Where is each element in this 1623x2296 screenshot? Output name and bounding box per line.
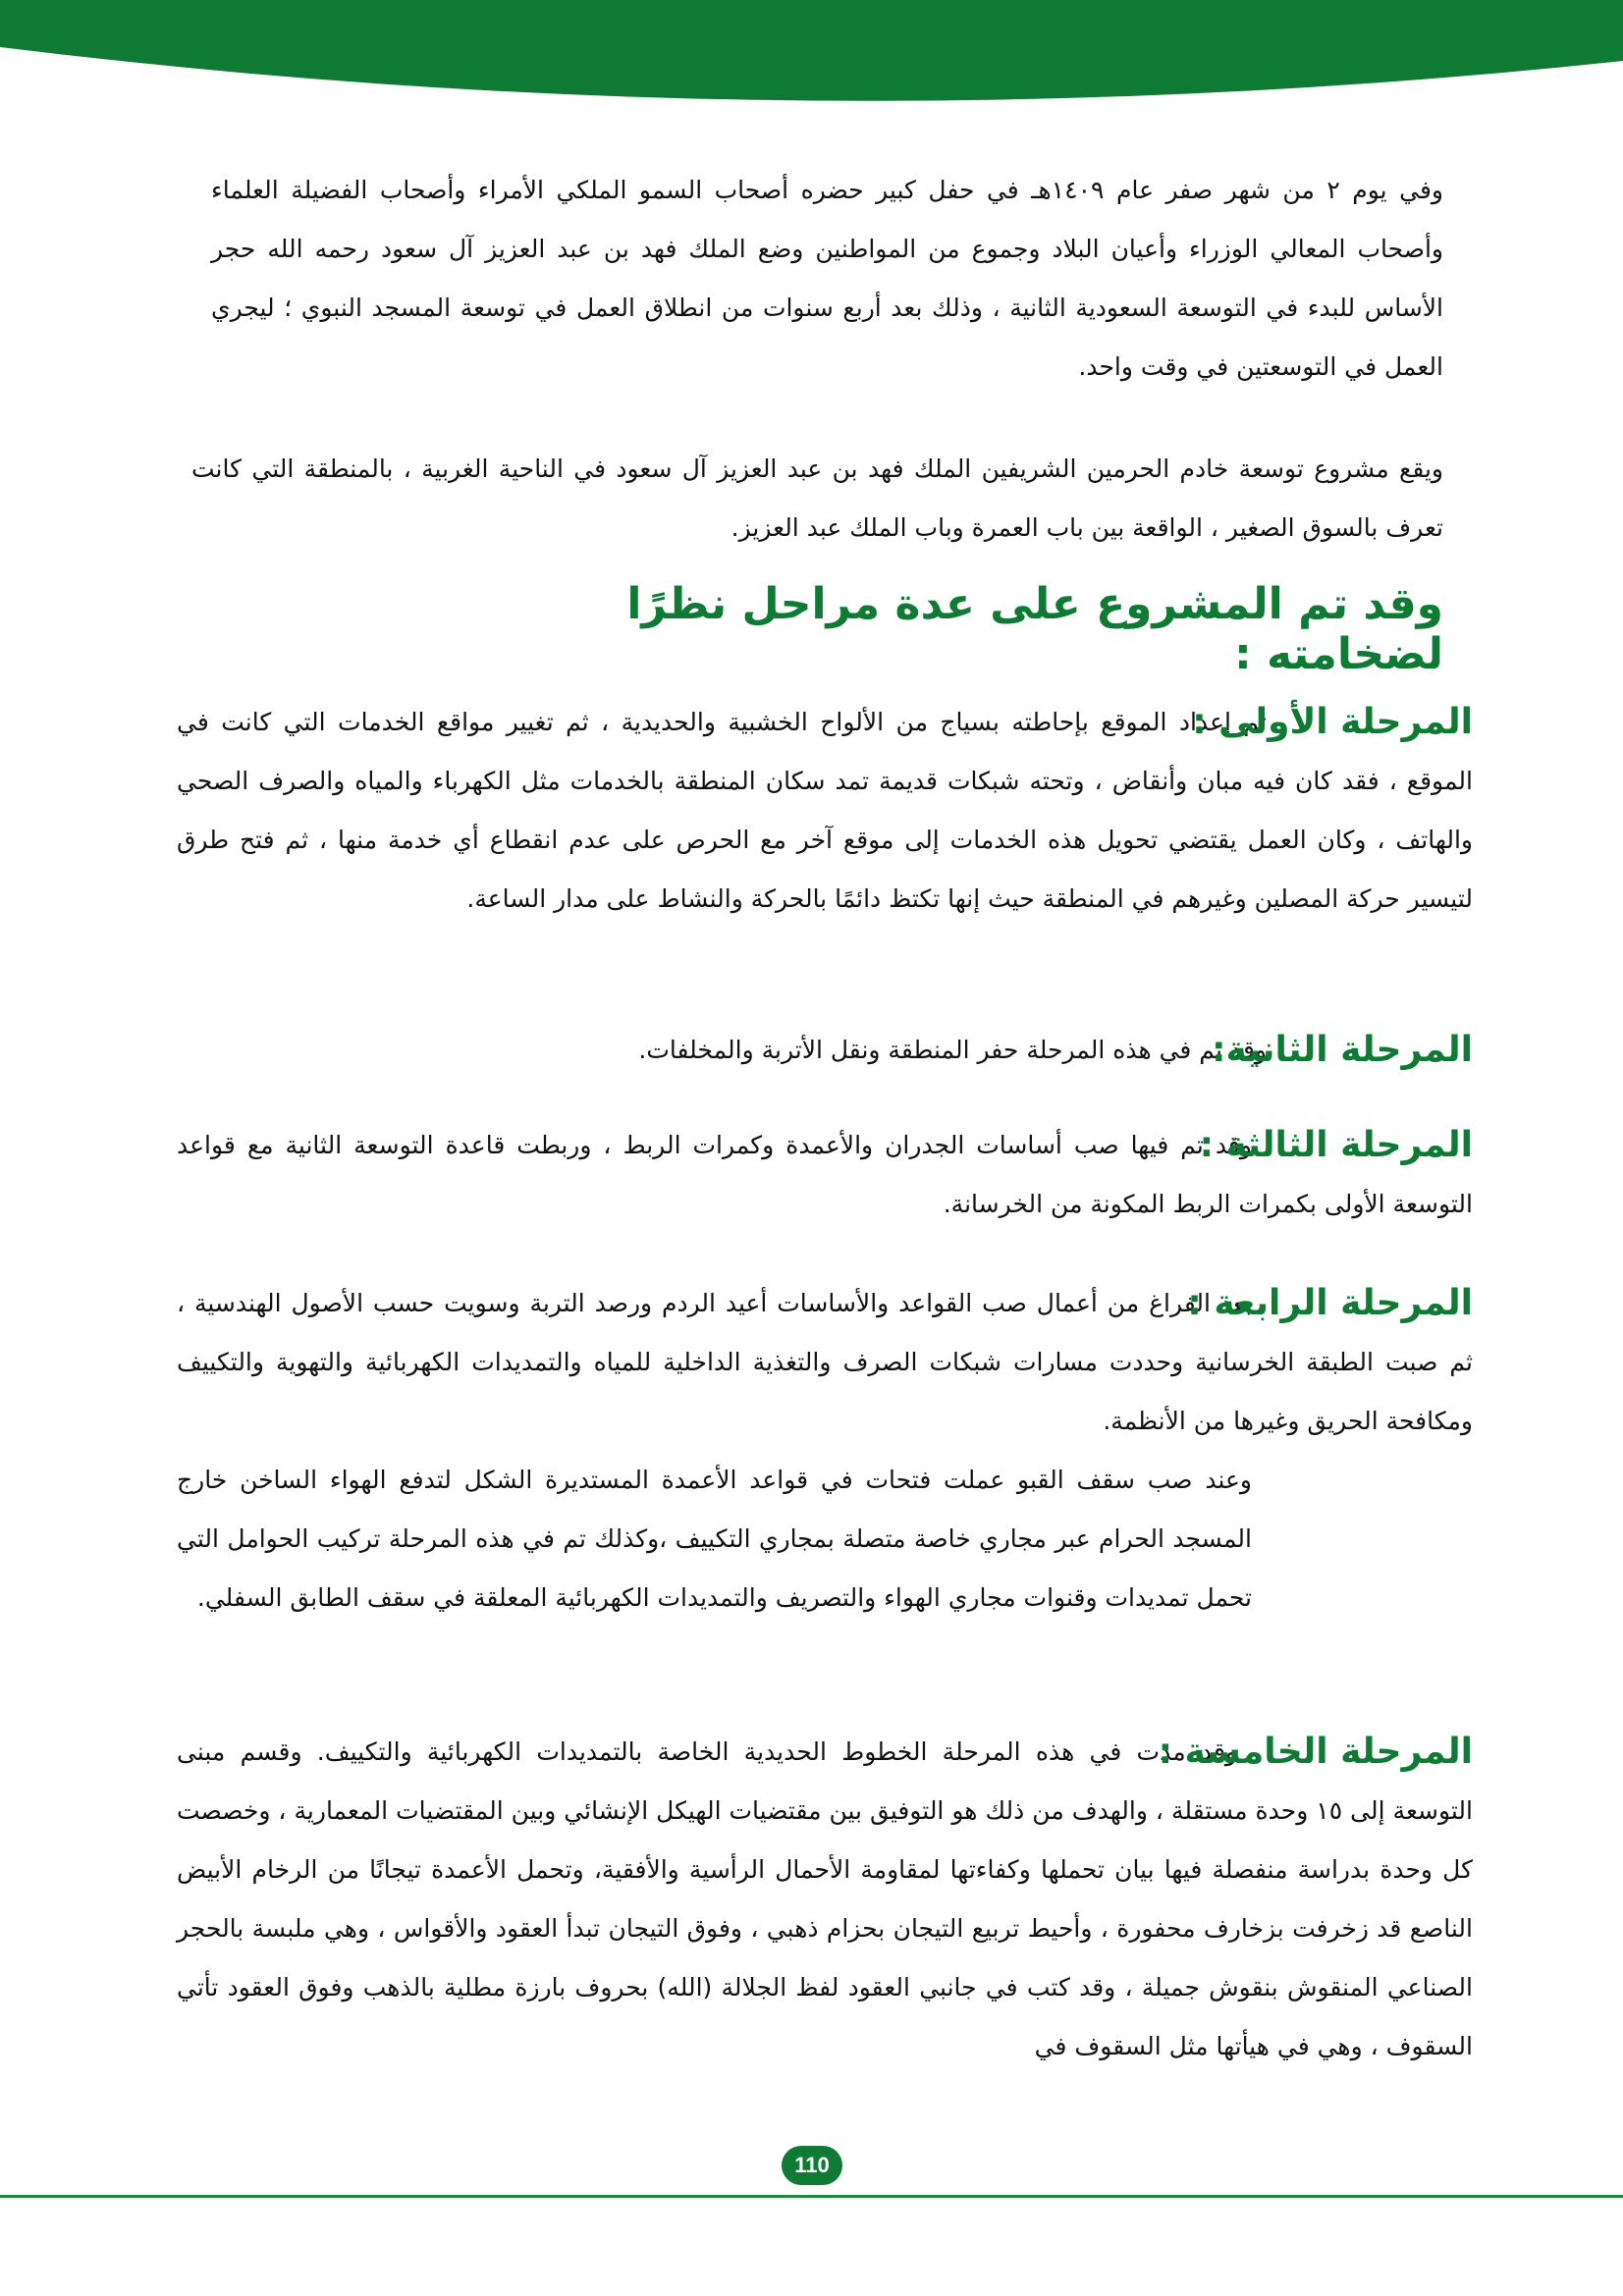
stage-1-label: المرحلة الأولى :	[1192, 702, 1473, 742]
stage-5-label: المرحلة الخامسة :	[1158, 1732, 1473, 1772]
stage-3-label: المرحلة الثالثة :	[1199, 1125, 1473, 1165]
intro-paragraph-2: ويقع مشروع توسعة خادم الحرمين الشريفين الملك فهد بن عبد العزيز آل سعود في الناحية الغربية ، بالمنطقة التي كانت تعرف بالسوق الصغير ، الواقعة بين باب العمرة وباب الملك عبد العزيز.	[191, 454, 1443, 542]
bottom-rule	[0, 2195, 1623, 2198]
stage-5	[177, 1723, 1473, 2076]
section-heading: وقد تم المشروع على عدة مراحل نظرًا لضخامته :	[626, 579, 1443, 679]
stage-2-text: وقد تم في هذه المرحلة حفر المنطقة ونقل الأتربة والمخلفات.	[638, 1036, 1267, 1064]
stage-2	[177, 1021, 1473, 1080]
top-green-band	[0, 0, 1623, 108]
stage-4-text: بعد الفراغ من أعمال صب القواعد والأساسات أعيد الردم ورصد التربة وسويت حسب الأصول الهندسية ، ثم صبت الطبقة الخرسانية وحددت مسارات شبكات الصرف والتغذية الداخلية للمياه والتمديدات الكهربائية والتهوية والتكييف ومكافحة الحريق وغيرها من الأنظمة.	[177, 1289, 1473, 1435]
stage-1	[177, 693, 1473, 929]
stage-3-text: وقد تم فيها صب أساسات الجدران والأعمدة وكمرات الربط ، وربطت قاعدة التوسعة الثانية مع قواعد التوسعة الأولى بكمرات الربط المكونة من الخرسانة.	[177, 1131, 1473, 1218]
stage-4	[177, 1274, 1473, 1628]
stage-5-text: وقد مدت في هذه المرحلة الخطوط الحديدية الخاصة بالتمديدات الكهربائية والتكييف. وقسم مبنى التوسعة إلى ١٥ وحدة مستقلة ، والهدف من ذلك هو التوفيق بين مقتضيات الهيكل الإنشائي وبين المقتضيات المعمارية ، وخصصت كل وحدة بدراسة منفصلة فيها بيان تحملها وكفاءتها لمقاومة الأحمال الرأسية والأفقية، وتحمل الأعمدة تيجانًا من الرخام الأبيض الناصع قد زخرفت بزخارف محفورة ، وأحيط تربيع التيجان بحزام ذهبي ، وفوق التيجان تبدأ العقود والأقواس ، وهي ملبسة بالحجر الصناعي المنقوش بنقوش جميلة ، وقد كتب في جانبي العقود لفظ الجلالة (الله) بحروف بارزة مطلية بالذهب وفوق العقود تأتي السقوف ، وهي في هيأتها مثل السقوف في	[177, 1737, 1473, 2060]
stage-4-label: المرحلة الرابعة :	[1187, 1283, 1473, 1323]
stage-2-label: المرحلة الثانية:	[1212, 1030, 1473, 1070]
page-number: 110	[782, 2146, 842, 2185]
intro-paragraph-1: وفي يوم ٢ من شهر صفر عام ١٤٠٩هـ في حفل كبير حضره أصحاب السمو الملكي الأمراء وأصحاب الفضيلة العلماء وأصحاب المعالي الوزراء وأعيان البلاد وجموع من المواطنين وضع الملك فهد بن عبد العزيز آل سعود رحمه الله حجر الأساس للبدء في التوسعة السعودية الثانية ، وذلك بعد أربع سنوات من انطلاق العمل في توسعة المسجد النبوي ؛ ليجري العمل في التوسعتين في وقت واحد.	[211, 176, 1443, 381]
page-number-badge	[782, 2146, 842, 2185]
stage-1-text: تم إعداد الموقع بإحاطته بسياج من الألواح الخشبية والحديدية ، ثم تغيير مواقع الخدمات التي كانت في الموقع ، فقد كان فيه مبان وأنقاض ، وتحته شبكات قديمة تمد سكان المنطقة بالخدمات مثل الكهرباء والمياه والصرف الصحي والهاتف ، وكان العمل يقتضي تحويل هذه الخدمات إلى موقع آخر مع الحرص على عدم انقطاع أي خدمة منها ، ثم فتح طرق لتيسير حركة المصلين وغيرهم في المنطقة حيث إنها تكتظ دائمًا بالحركة والنشاط على مدار الساعة.	[177, 708, 1473, 913]
stage-3	[177, 1116, 1473, 1234]
stage-4-text-2: وعند صب سقف القبو عملت فتحات في قواعد الأعمدة المستديرة الشكل لتدفع الهواء الساخن خارج المسجد الحرام عبر مجاري خاصة متصلة بمجاري التكييف ،وكذلك تم في هذه المرحلة تركيب الحوامل التي تحمل تمديدات وقنوات مجاري الهواء والتصريف والتمديدات الكهربائية المعلقة في سقف الطابق السفلي.	[177, 1466, 1252, 1612]
